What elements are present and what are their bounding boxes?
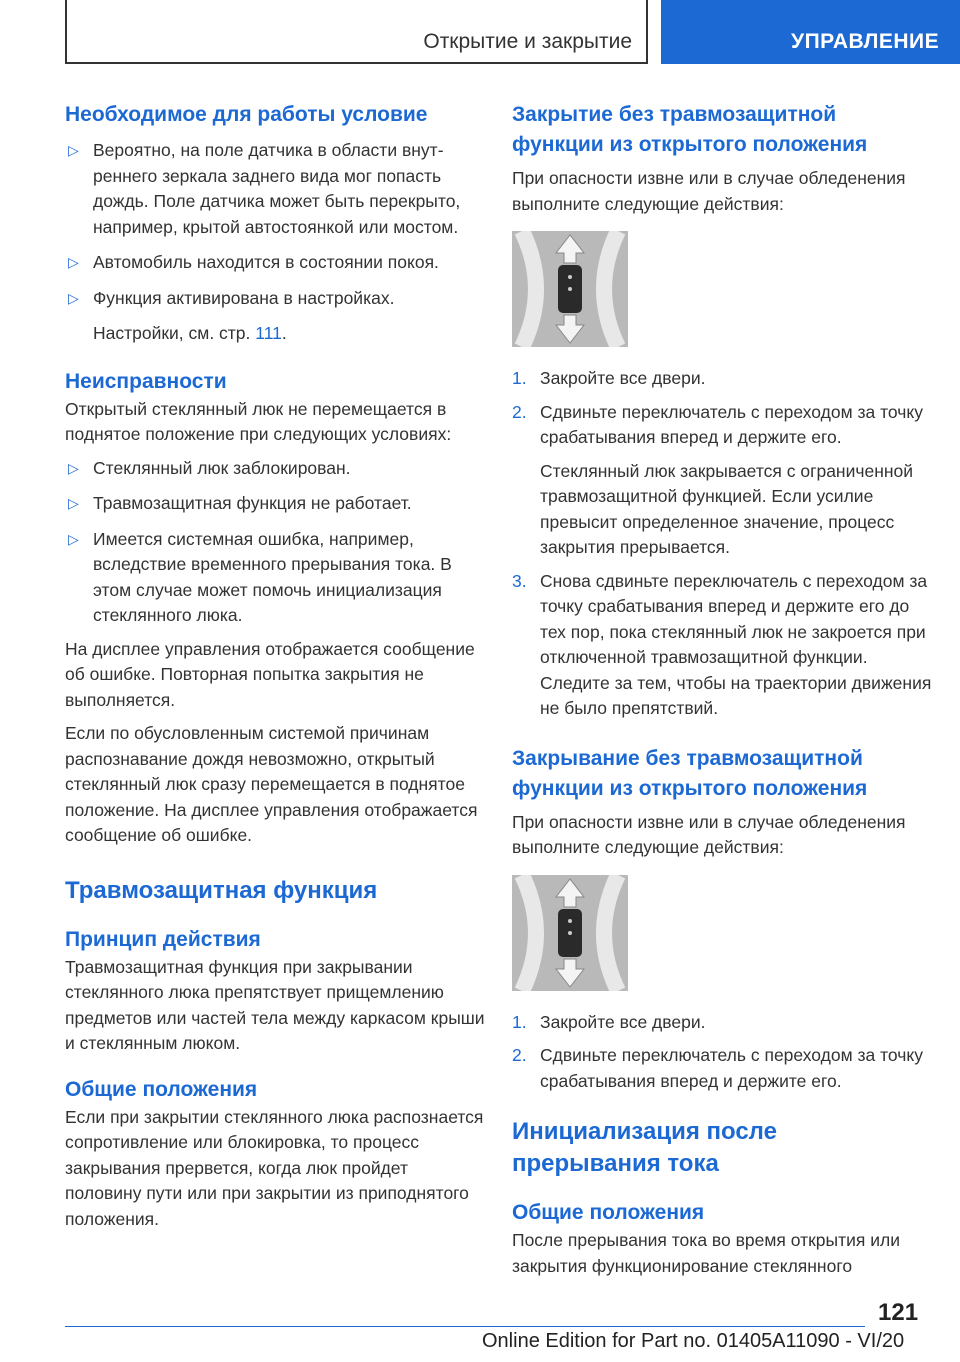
- switch-illustration-icon: [512, 875, 628, 991]
- faults-heading: Неисправности: [65, 369, 227, 393]
- header-section-box: [65, 0, 648, 64]
- init-general-heading: Общие положения: [512, 1201, 705, 1224]
- faults-paragraph: Если по обусловленным системой причинам распознавание дождя невозможно, открытый стеклянный люк сразу перемещается в поднятое положение. На дисплее управления отображается сообщение об ошибке.: [65, 723, 478, 845]
- list-item: ▷ Имеется системная ошибка, например, вследствие временного прерывания тока. В этом случае может помочь инициализация стеклянного люка.: [68, 528, 452, 625]
- close1-heading: Закрытие без травмозащитной функции из открытого положения: [512, 103, 868, 156]
- principle-text: Травмозащитная функция при закрывании стеклянного люка препятствует прищемлению предметов или частей тела между каркасом крыши и стеклянным люком.: [65, 956, 485, 1053]
- faults-paragraph: На дисплее управления отображается сообщение об ошибке. Повторная попытка закрытия не выполняется.: [65, 638, 475, 710]
- header-chapter-box: [661, 0, 960, 64]
- page-link[interactable]: 111: [255, 323, 282, 343]
- list-item: ▷ Функция активирована в настройках.: [65, 286, 485, 312]
- triangle-bullet-icon: ▷: [68, 459, 79, 476]
- principle-heading: Принцип действия: [65, 927, 261, 951]
- list-item: ▷ Автомобиль находится в состоянии покоя.: [65, 250, 485, 276]
- footer-divider: [65, 1326, 865, 1327]
- list-item: ▷ Травмозащитная функция не работает.: [65, 491, 485, 517]
- right-column: [512, 100, 932, 1279]
- list-item: ▷ Вероятно, на поле датчика в области внутреннего зеркала заднего вида мог попасть дождь. Поле датчика может быть перекрыто, например, крытой автостоянкой или мостом.: [68, 140, 461, 237]
- step-item: 1. Закройте все двери.: [512, 368, 706, 388]
- close1-intro: При опасности извне или в случае обледенения выполните следующие действия:: [512, 168, 906, 214]
- section-title: Открытие и закрытие: [423, 30, 632, 53]
- step-item: 3. Снова сдвиньте переключатель с переходом за точку срабатывания вперед и держите его до тех пор, пока стеклянный люк не закроется при отключенной травмозащитной функции. Следите за тем, чтобы на траектории движения не было препятствий.: [512, 570, 932, 718]
- init-heading: Инициализация после прерывания тока: [512, 1118, 777, 1177]
- triangle-bullet-icon: ▷: [68, 495, 79, 511]
- list-item: ▷ Стеклянный люк заблокирован.: [65, 456, 485, 482]
- settings-reference: Настройки, см. стр. 111.: [93, 323, 287, 343]
- footer-edition: Online Edition for Part no. 01405A11090 - VI/20: [482, 1330, 905, 1352]
- triangle-bullet-icon: ▷: [68, 530, 79, 547]
- step-item: 2. Сдвиньте переключатель с переходом за точку срабатывания вперед и держите его.: [512, 1045, 924, 1091]
- switch-illustration-icon: [512, 231, 628, 347]
- init-text: После прерывания тока во время открытия или закрытия функционирование стеклянного: [512, 1230, 900, 1276]
- requirement-heading: Необходимое для работы условие: [65, 103, 428, 126]
- close2-heading: Закрывание без травмозащитной функции из открытого положения: [512, 746, 868, 800]
- step-item: 2. Сдвиньте переключатель с переходом за точку срабатывания вперед и держите его.: [512, 401, 924, 447]
- protection-heading: Травмозащитная функция: [65, 876, 378, 904]
- close2-intro: При опасности извне или в случае обледенения выполните следующие действия:: [512, 811, 906, 857]
- left-column: [65, 100, 485, 1232]
- page-number: 121: [878, 1299, 919, 1326]
- faults-intro: Открытый стеклянный люк не перемещается в поднятое положение при следующих условиях:: [65, 398, 452, 444]
- close1-note: Стеклянный люк закрывается с ограниченной травмозащитной функцией. Если усилие превысит определенное значение, процесс закрытия прерывается.: [540, 460, 914, 557]
- triangle-bullet-icon: ▷: [68, 289, 79, 306]
- step-item: 1. Закройте все двери.: [512, 1011, 706, 1032]
- triangle-bullet-icon: ▷: [68, 254, 79, 270]
- general-heading: Общие положения: [65, 1077, 258, 1101]
- general-text: Если при закрытии стеклянного люка распознается сопротивление или блокировка, то процесс закрывания прервется, когда люк пройдет половину пути или при закрытии из приподнятого положения.: [65, 1106, 484, 1229]
- triangle-bullet-icon: ▷: [68, 142, 79, 158]
- chapter-title: УПРАВЛЕНИЕ: [791, 30, 940, 53]
